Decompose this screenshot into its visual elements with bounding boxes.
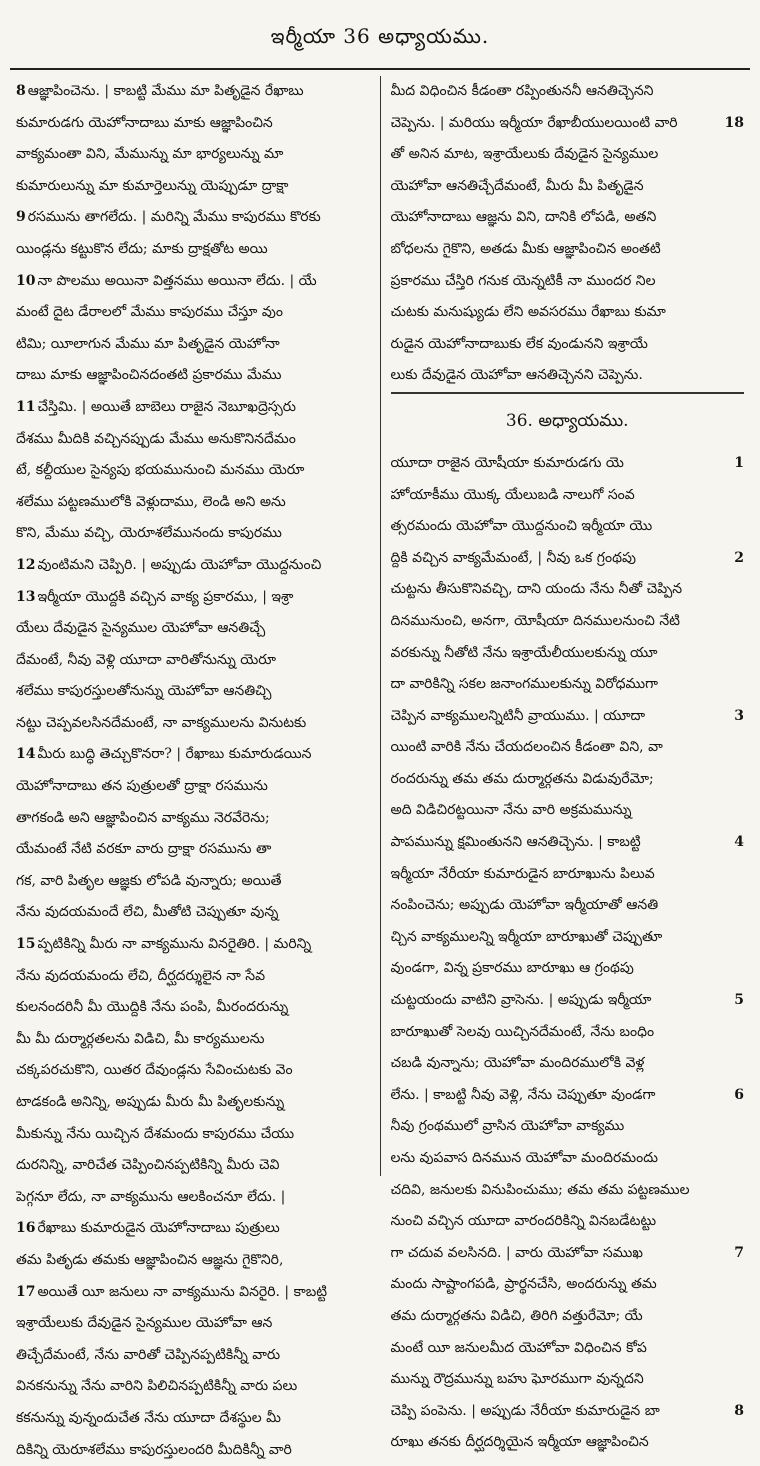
line-text: అయితే యీ జనులు నా వాక్యమును వినరైరి. | కాబట్టి bbox=[37, 1283, 328, 1300]
text-line bbox=[16, 929, 370, 961]
verse-number: 16 bbox=[16, 1220, 36, 1237]
text-line bbox=[16, 1182, 370, 1214]
line-text: రూఖు తనకు దీర్ఘదర్శియైన ఇర్మీయా ఆజ్ఞాపించిన bbox=[390, 1434, 649, 1451]
line-text: త్సరమందు యెహోవా యొద్దనుంచి ఇర్మీయా యొ bbox=[390, 518, 653, 535]
text-line bbox=[16, 1150, 370, 1182]
chapter-heading: 36. అధ్యాయము. bbox=[391, 392, 745, 448]
line-text: ప్పటికిన్ని మీరు నా వాక్యమును వినరైతిరి. | మరిన్ని bbox=[37, 936, 312, 953]
verse-number: 15 bbox=[16, 936, 36, 953]
line-text: కుమారులున్ను మా కుమార్తెలున్ను యెప్పుడూ ద్రాక్షా bbox=[16, 177, 289, 194]
verse-number: 10 bbox=[16, 272, 36, 289]
text-line bbox=[16, 992, 370, 1024]
line-text: టిమి; యీలాగున మేము మా పితృడైన యెహోనా bbox=[16, 335, 280, 352]
line-text: చక్కపరచుకొని, యితర దేవుండ్లను సేవించుటకు వెం bbox=[16, 1062, 293, 1079]
line-text: టే, కల్దీయుల సైన్యపు భయమునుంచి మనము యెరూ bbox=[16, 462, 305, 479]
text-line bbox=[391, 701, 745, 733]
text-line bbox=[391, 1080, 745, 1112]
line-text: ఇర్మీయా యొద్దకి వచ్చిన వాక్య ప్రకారము, | ఇశ్రా bbox=[37, 588, 294, 605]
verse-number: 9 bbox=[16, 209, 26, 226]
text-line bbox=[391, 234, 745, 266]
line-text: లుకు దేవుడైన యెహోవా ఆనతిచ్చెనని చెప్పెను. bbox=[390, 367, 643, 384]
line-text: పాపమున్ను క్షమింతునని ఆనతిచ్చెను. | కాబట్టి bbox=[390, 834, 641, 851]
text-line bbox=[391, 1427, 745, 1459]
text-line bbox=[16, 424, 370, 456]
text-line bbox=[16, 234, 370, 266]
text-line bbox=[16, 961, 370, 993]
text-line bbox=[391, 985, 745, 1017]
text-line bbox=[16, 645, 370, 677]
text-line bbox=[391, 1364, 745, 1396]
line-text: మున్ను రౌద్రమున్ను బహు ఘోరముగా వున్నదని bbox=[390, 1371, 644, 1388]
line-text: అది విడిచిరట్టయినా నేను వారి అక్రమమున్ను bbox=[390, 802, 632, 819]
text-line bbox=[391, 511, 745, 543]
line-text: ద్దికి వచ్చిన వాక్యమేమంటే, | నీవు ఒక గ్రంథపు bbox=[390, 549, 636, 566]
verse-number: 6 bbox=[734, 1086, 744, 1103]
line-text: చబడి వున్నాను; యెహోవా మందిరములోకి వెళ్ల bbox=[390, 1055, 645, 1072]
line-text: తమ పితృడు తమకు ఆజ్ఞాపించిన ఆజ్ఞను గైకొనిరి, bbox=[16, 1251, 284, 1268]
line-text: వుండగా, విన్న ప్రకారము బారూఖు ఆ గ్రంథపు bbox=[390, 960, 634, 977]
text-line bbox=[16, 1055, 370, 1087]
text-line bbox=[16, 1435, 370, 1466]
page-title: ఇర్మీయా 36 అధ్యాయము. bbox=[270, 23, 490, 48]
text-line bbox=[391, 1111, 745, 1143]
text-line bbox=[391, 953, 745, 985]
line-text: హోయాకీము యొక్క యేలుబడి నాలుగో సంవ bbox=[390, 486, 635, 503]
line-text: దా వారికిన్ని సకల జనాంగములకున్ను విరోధముగా bbox=[390, 676, 659, 693]
line-text: చెప్పిన వాక్యములన్నిటినీ వ్రాయుము. | యూదా bbox=[390, 707, 646, 724]
text-line bbox=[16, 329, 370, 361]
text-line bbox=[391, 480, 745, 512]
chapter-35-ending bbox=[391, 76, 745, 392]
verse-number: 2 bbox=[734, 549, 744, 566]
text-line bbox=[391, 266, 745, 298]
line-text: నట్టు చెప్పవలసినదేమంటే, నా వాక్యములను వినుటకు bbox=[16, 714, 307, 731]
line-text: గక, వారి పితృల ఆజ్ఞకు లోపడి వున్నారు; అయితే bbox=[16, 872, 282, 889]
text-line bbox=[391, 1048, 745, 1080]
line-text: ఇర్మీయా నేరీయా కుమారుడైన బారూఖును పిలువ bbox=[390, 865, 655, 882]
line-text: చెప్పెను. | మరియు ఇర్మీయా రేఖాబీయులయింటి వారి bbox=[390, 114, 678, 131]
line-text: రసమును తాగలేదు. | మరిన్ని మేము కాపురము కొరకు bbox=[27, 209, 321, 226]
text-line bbox=[16, 771, 370, 803]
text-line bbox=[16, 739, 370, 771]
line-text: ఆజ్ఞాపించెను. | కాబట్టి మేము మా పితృడైన రేఖాబు bbox=[27, 83, 304, 99]
line-text: తాగకండి అని ఆజ్ఞాపించిన వాక్యము నెరవేరెను; bbox=[16, 809, 270, 826]
text-line bbox=[391, 360, 745, 392]
text-line bbox=[391, 448, 745, 480]
text-line bbox=[16, 897, 370, 929]
text-line bbox=[16, 1308, 370, 1340]
line-text: మంటే దైట డేరాలలో మేము కాపురము చేస్తూ వుం bbox=[16, 304, 283, 321]
line-text: దాబు మాకు ఆజ్ఞాపించినదంతటి ప్రకారము మేము bbox=[16, 367, 282, 384]
text-line bbox=[391, 1143, 745, 1175]
text-line bbox=[391, 922, 745, 954]
line-text: మందు సాష్టాంగపడి, ప్రార్థనచేసి, అందరున్ను తమ bbox=[390, 1276, 657, 1293]
line-text: శలేము కాపురస్తులతోనున్ను యెహోవా ఆనతిచ్చి bbox=[16, 683, 272, 700]
text-line bbox=[391, 795, 745, 827]
text-line bbox=[16, 392, 370, 424]
text-line bbox=[16, 108, 370, 140]
line-text: వుంటిమని చెప్పిరి. | అప్పుడు యెహోవా యొద్దనుంచి bbox=[37, 556, 322, 573]
text-line bbox=[391, 764, 745, 796]
line-text: చేస్తిమి. | అయితే బాబెలు రాజైన నెబూఖద్రెస్సరు bbox=[37, 398, 296, 415]
chapter-36-text bbox=[391, 448, 745, 1459]
verse-number: 3 bbox=[734, 707, 744, 724]
line-text: వరకున్ను నీతోటి నేను ఇశ్రాయేలీయులకున్ను యూ bbox=[390, 644, 658, 661]
text-line bbox=[16, 676, 370, 708]
text-line bbox=[16, 266, 370, 298]
line-text: మీ మీ దుర్మార్గతలను విడిచి, మీ కార్యములను bbox=[16, 1030, 265, 1047]
text-line bbox=[16, 1340, 370, 1372]
text-line bbox=[16, 487, 370, 519]
line-text: దికిన్ని యెరూశలేము కాపురస్తులందరి మీదికిన్నీ వారి bbox=[16, 1441, 292, 1458]
text-line bbox=[16, 550, 370, 582]
text-line bbox=[391, 1175, 745, 1207]
line-text: చుట్టయందు వాటిని వ్రాసెను. | అప్పుడు ఇర్మీయా bbox=[390, 992, 652, 1009]
line-text: చుట్టను తీసుకొనివచ్చి, దాని యందు నేను నీతో చెప్పిన bbox=[390, 581, 683, 598]
line-text: లేను. | కాబట్టి నీవు వెళ్లి, నేను చెప్పుతూ వుండగా bbox=[390, 1086, 656, 1103]
text-line bbox=[391, 1238, 745, 1270]
verse-number: 14 bbox=[16, 746, 36, 763]
line-text: దేశము మీదికి వచ్చినప్పుడు మేము అనుకొనినదేమం bbox=[16, 430, 296, 447]
line-text: ఇశ్రాయేలుకు దేవుడైన సైన్యముల యెహోవా ఆన bbox=[16, 1315, 273, 1332]
text-line bbox=[16, 834, 370, 866]
verse-number: 11 bbox=[16, 398, 36, 415]
text-line bbox=[391, 329, 745, 361]
text-line bbox=[391, 827, 745, 859]
text-line bbox=[16, 708, 370, 740]
text-line bbox=[391, 108, 745, 140]
text-line bbox=[391, 1333, 745, 1365]
text-line bbox=[16, 455, 370, 487]
line-text: తిచ్చేదేమంటే, నేను వారితో చెప్పినప్పటికిన్నీ వారు bbox=[16, 1346, 281, 1363]
line-text: యెహోనాదాబు తన పుత్రులతో ద్రాక్షా రసమును bbox=[16, 778, 268, 795]
text-line bbox=[16, 866, 370, 898]
line-text: రందరున్ను తమ తమ దుర్మార్గతను విడువురేమో; bbox=[390, 770, 654, 787]
line-text: నంపించెను; అప్పుడు యెహోవా ఇర్మీయాతో ఆనతి bbox=[390, 897, 659, 914]
text-line bbox=[16, 202, 370, 234]
text-line bbox=[391, 638, 745, 670]
text-line bbox=[391, 1017, 745, 1049]
text-line bbox=[391, 76, 745, 108]
line-text: యెహోనాదాబు ఆజ్ఞను విని, దానికి లోపడి, అతని bbox=[390, 209, 657, 226]
text-line bbox=[391, 606, 745, 638]
text-line bbox=[391, 297, 745, 329]
text-line bbox=[16, 76, 370, 108]
text-line bbox=[16, 803, 370, 835]
text-line bbox=[16, 171, 370, 203]
line-text: నేను వుదయమందే లేచి, మీతోటి చెప్పుతూ వున్న bbox=[16, 904, 279, 921]
line-text: కకనున్ను వున్నందుచేత నేను యూదా దేశస్థుల మీ bbox=[16, 1409, 281, 1426]
text-columns bbox=[10, 76, 750, 1458]
text-line bbox=[16, 360, 370, 392]
text-line bbox=[391, 669, 745, 701]
line-text: మీరు బుద్ధి తెచ్చుకొనరా? | రేఖాబు కుమారుడయిన bbox=[37, 746, 312, 763]
text-line bbox=[16, 582, 370, 614]
text-line bbox=[391, 1301, 745, 1333]
text-line bbox=[391, 1206, 745, 1238]
text-line bbox=[391, 171, 745, 203]
line-text: టాడకండి అనిన్ని, అప్పుడు మీరు మీ పితృలకున్ను bbox=[16, 1094, 285, 1110]
page-header bbox=[10, 8, 750, 70]
line-text: నేను వుదయమందు లేచి, దీర్ఘదర్శులైన నా సేవ bbox=[16, 967, 266, 984]
line-text: యింటి వారికి నేను చేయదలంచిన కీడంతా విని, వా bbox=[390, 739, 663, 756]
verse-number: 4 bbox=[734, 834, 744, 851]
verse-number: 12 bbox=[16, 556, 36, 573]
text-line bbox=[16, 1119, 370, 1151]
line-text: కులనందరినీ మీ యొద్దికి నేను పంపి, మీరందరున్ను bbox=[16, 999, 289, 1016]
text-line bbox=[391, 139, 745, 171]
verse-number: 5 bbox=[734, 992, 744, 1009]
scripture-page bbox=[10, 8, 750, 1458]
verse-number: 1 bbox=[734, 454, 744, 471]
line-text: రుడైన యెహోనాదాబుకు లేక వుండునని ఇశ్రాయే bbox=[390, 335, 648, 352]
line-text: శలేము పట్టణములోకి వెళ్లుదాము, లెండి అని అను bbox=[16, 493, 286, 510]
text-line bbox=[16, 139, 370, 171]
line-text: నా పొలము అయినా విత్తనము అయినా లేదు. | యే bbox=[37, 272, 317, 289]
line-text: మీద విధించిన కీడంతా రప్పింతుననీ ఆనతిచ్చెనని bbox=[390, 83, 654, 99]
line-text: తమ దుర్మార్గతను విడిచి, తిరిగి వత్తురేమో; యే bbox=[390, 1307, 643, 1324]
text-line bbox=[391, 1396, 745, 1428]
text-line bbox=[16, 1245, 370, 1277]
line-text: మంటే యీ జనులమీద యెహోవా విధించిన కోప bbox=[390, 1339, 647, 1356]
verse-number: 7 bbox=[734, 1244, 744, 1261]
line-text: యేలు దేవుడైన సైన్యముల యెహోవా ఆనతిచ్చే bbox=[16, 620, 266, 637]
line-text: కుమారుడగు యెహోనాదాబు మాకు ఆజ్ఞాపించిన bbox=[16, 114, 273, 131]
line-text: లను వుపవాస దినమున యెహోవా మందిరమందు bbox=[390, 1150, 658, 1166]
line-text: యెహోవా ఆనతిచ్చేదేమంటే, మీరు మీ పితృడైన bbox=[390, 177, 644, 194]
verse-number: 8 bbox=[734, 1402, 744, 1419]
text-line bbox=[16, 1024, 370, 1056]
line-text: గా చదువ వలసినది. | వారు యెహోవా సముఖ bbox=[390, 1244, 643, 1261]
line-text: చుటకు మనుష్యుడు లేని అవసరము రేఖాబు కుమా bbox=[390, 304, 666, 321]
line-text: వాక్యమంతా విని, మేమున్ను మా భార్యలున్ను మా bbox=[16, 146, 284, 163]
line-text: యిండ్లను కట్టుకొన లేదు; మాకు ద్రాక్షతోట అయి bbox=[16, 240, 268, 257]
line-text: వినకనున్ను నేను వారిని పిలిచినప్పటికిన్నీ వారు పలు bbox=[16, 1378, 298, 1395]
line-text: రేఖాబు కుమారుడైన యెహోనాదాబు పుత్రులు bbox=[37, 1220, 280, 1237]
text-line bbox=[16, 1403, 370, 1435]
line-text: చ్చిన వాక్యములన్ని ఇర్మీయా బారూఖుతో చెప్పుతూ bbox=[390, 928, 663, 945]
text-line bbox=[16, 1087, 370, 1119]
line-text: తో అనిన మాట, ఇశ్రాయేలుకు దేవుడైన సైన్యముల bbox=[390, 146, 659, 163]
text-line bbox=[16, 297, 370, 329]
text-line bbox=[16, 518, 370, 550]
line-text: చెప్పి పంపెను. | అప్పుడు నేరీయా కుమారుడైన బా bbox=[390, 1402, 660, 1419]
verse-number: 8 bbox=[16, 83, 26, 99]
text-line bbox=[391, 732, 745, 764]
left-column bbox=[10, 76, 381, 1458]
text-line bbox=[391, 1269, 745, 1301]
line-text: చదివి, జనులకు వినుపించుము; తమ తమ పట్టణముల bbox=[390, 1181, 690, 1198]
line-text: యూదా రాజైన యోషీయా కుమారుడగు యె bbox=[390, 454, 624, 471]
line-text: కొని, మేము వచ్చి, యెరూశలేమునందు కాపురము bbox=[16, 525, 282, 542]
text-line bbox=[16, 613, 370, 645]
line-text: దురనిన్ని, వారిచేత చెప్పించినప్పటికిన్ని మీరు చెవి bbox=[16, 1157, 280, 1174]
line-text: బోధలను గైకొని, అతడు మీకు ఆజ్ఞాపించిన అంతటి bbox=[390, 240, 661, 257]
line-text: దినమునుంచి, అనగా, యోషీయా దినములనుంచి నేటి bbox=[390, 612, 680, 629]
line-text: పెగ్గనూ లేదు, నా వాక్యమును ఆలకించనూ లేదు. | bbox=[16, 1188, 286, 1205]
text-line bbox=[391, 202, 745, 234]
text-line bbox=[16, 1213, 370, 1245]
text-line bbox=[391, 543, 745, 575]
line-text: నీవు గ్రంథములో వ్రాసిన యెహోవా వాక్యము bbox=[390, 1118, 625, 1135]
line-text: యేమంటే నేటి వరకూ వారు ద్రాక్షా రసమును తా bbox=[16, 841, 272, 858]
text-line bbox=[391, 574, 745, 606]
text-line bbox=[391, 859, 745, 891]
line-text: నుంచి వచ్చిన యూదా వారందరికిన్ని వినబడేటట్టు bbox=[390, 1213, 657, 1230]
line-text: దేమంటే, నీవు వెళ్లి యూదా వారితోనున్ను యెరూ bbox=[16, 651, 276, 668]
right-column bbox=[381, 76, 751, 1451]
verse-number: 18 bbox=[724, 114, 744, 131]
verse-number: 17 bbox=[16, 1283, 36, 1300]
text-line bbox=[16, 1277, 370, 1309]
line-text: ప్రకారము చేస్తిరి గనుక యెన్నటికీ నా ముందర నిల bbox=[390, 272, 656, 289]
text-line bbox=[16, 1371, 370, 1403]
verse-number: 13 bbox=[16, 588, 36, 605]
line-text: మీకున్ను నేను యిచ్చిన దేశమందు కాపురము చేయు bbox=[16, 1125, 295, 1142]
text-line bbox=[391, 890, 745, 922]
line-text: బారూఖుతో సెలవు యిచ్చినదేమంటే, నేను బంధిం bbox=[390, 1023, 655, 1040]
